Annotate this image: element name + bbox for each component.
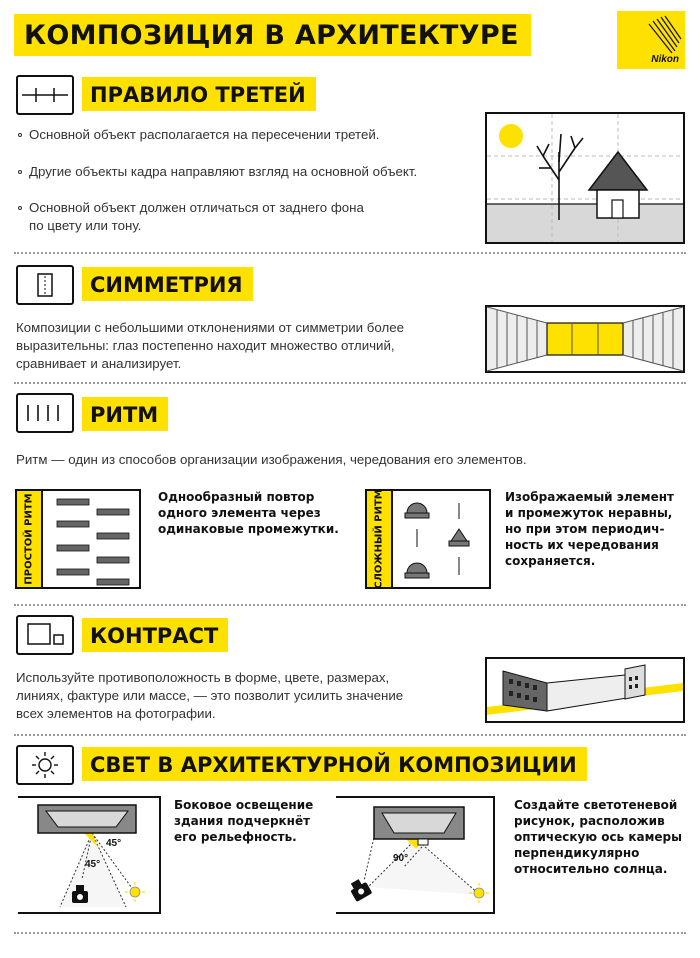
nikon-logo bbox=[617, 11, 685, 69]
section-divider bbox=[14, 734, 686, 736]
symmetry-text-line: сравнивает и анализирует. bbox=[16, 356, 182, 371]
symmetry-icon bbox=[16, 265, 74, 305]
contrast-text-line: линиях, фактуре или массе, — это позволит усилить значение bbox=[16, 688, 404, 703]
rhythm-intro: Ритм — один из способов организации изображения, чередования его элементов. bbox=[16, 452, 527, 467]
simple-rhythm-text: Однообразный повтор одного элемента через одинаковые промежутки. bbox=[158, 490, 339, 536]
symmetry-illustration bbox=[485, 305, 685, 373]
thirds-bullet: Основной объект располагается на пересечении третей. bbox=[18, 126, 380, 144]
complex-rhythm-shapes-icon bbox=[393, 491, 487, 587]
contre-light-diagram bbox=[334, 795, 496, 915]
complex-rhythm-tag bbox=[365, 489, 393, 589]
simple-rhythm-tag bbox=[15, 489, 43, 589]
contrast-text-line: всех элементов на фотографии. bbox=[16, 706, 216, 721]
simple-rhythm-frame bbox=[43, 489, 141, 589]
side-light-diagram bbox=[16, 795, 162, 915]
section-title-contrast: КОНТРАСТ bbox=[82, 618, 228, 652]
simple-rhythm-label: ПРОСТОЙ РИТМ bbox=[23, 493, 35, 585]
complex-rhythm-text: Изображаемый элемент и промежуток неравны, но при этом периодич- ность их чередования сохраняется. bbox=[505, 490, 674, 568]
side-light-text: Боковое освещение здания подчеркнёт его рельефность. bbox=[174, 798, 314, 844]
contrast-illustration bbox=[485, 657, 685, 723]
section-divider bbox=[14, 604, 686, 606]
section-title-rhythm: РИТМ bbox=[82, 397, 168, 431]
page-title: КОМПОЗИЦИЯ В АРХИТЕКТУРЕ bbox=[14, 14, 531, 56]
thirds-illustration bbox=[485, 112, 685, 244]
complex-rhythm-label: СЛОЖНЫЙ РИТМ bbox=[373, 489, 385, 589]
section-title-thirds: ПРАВИЛО ТРЕТЕЙ bbox=[82, 77, 316, 111]
sun-icon bbox=[474, 888, 484, 898]
contrast-icon bbox=[16, 615, 74, 655]
sun-icon bbox=[499, 124, 523, 148]
thirds-bullet: Другие объекты кадра направляют взгляд на основной объект. bbox=[18, 163, 417, 181]
angle-label: 45° bbox=[106, 838, 122, 849]
angle-label: 90° bbox=[393, 853, 409, 864]
thirds-bullet: Основной объект должен отличаться от заднего фона bbox=[18, 199, 364, 217]
thirds-bullet-continued: по цвету или тону. bbox=[29, 218, 142, 233]
complex-rhythm-frame bbox=[393, 489, 491, 589]
section-divider bbox=[14, 382, 686, 384]
section-title-light: СВЕТ В АРХИТЕКТУРНОЙ КОМПОЗИЦИИ bbox=[82, 747, 587, 781]
camera-icon bbox=[347, 877, 372, 902]
section-divider bbox=[14, 252, 686, 254]
rule-of-thirds-icon bbox=[16, 75, 74, 115]
contrast-text-line: Используйте противоположность в форме, цвете, размерах, bbox=[16, 670, 390, 685]
rhythm-icon bbox=[16, 393, 74, 433]
logo-text: Nikon bbox=[651, 54, 679, 65]
symmetry-text-line: Композиции с небольшими отклонениями от симметрии более bbox=[16, 320, 405, 335]
simple-rhythm-bars-icon bbox=[43, 491, 137, 587]
section-divider bbox=[14, 932, 686, 934]
angle-label: 45° bbox=[85, 859, 101, 870]
contre-light-text: Создайте светотеневой рисунок, расположив оптическую ось камеры перпендикулярно относительно солнца. bbox=[514, 798, 682, 876]
sun-icon bbox=[16, 745, 74, 785]
section-title-symmetry: СИММЕТРИЯ bbox=[82, 267, 253, 301]
symmetry-text-line: выразительны: глаз постепенно находит множество отличий, bbox=[16, 338, 395, 353]
sun-icon bbox=[130, 887, 140, 897]
